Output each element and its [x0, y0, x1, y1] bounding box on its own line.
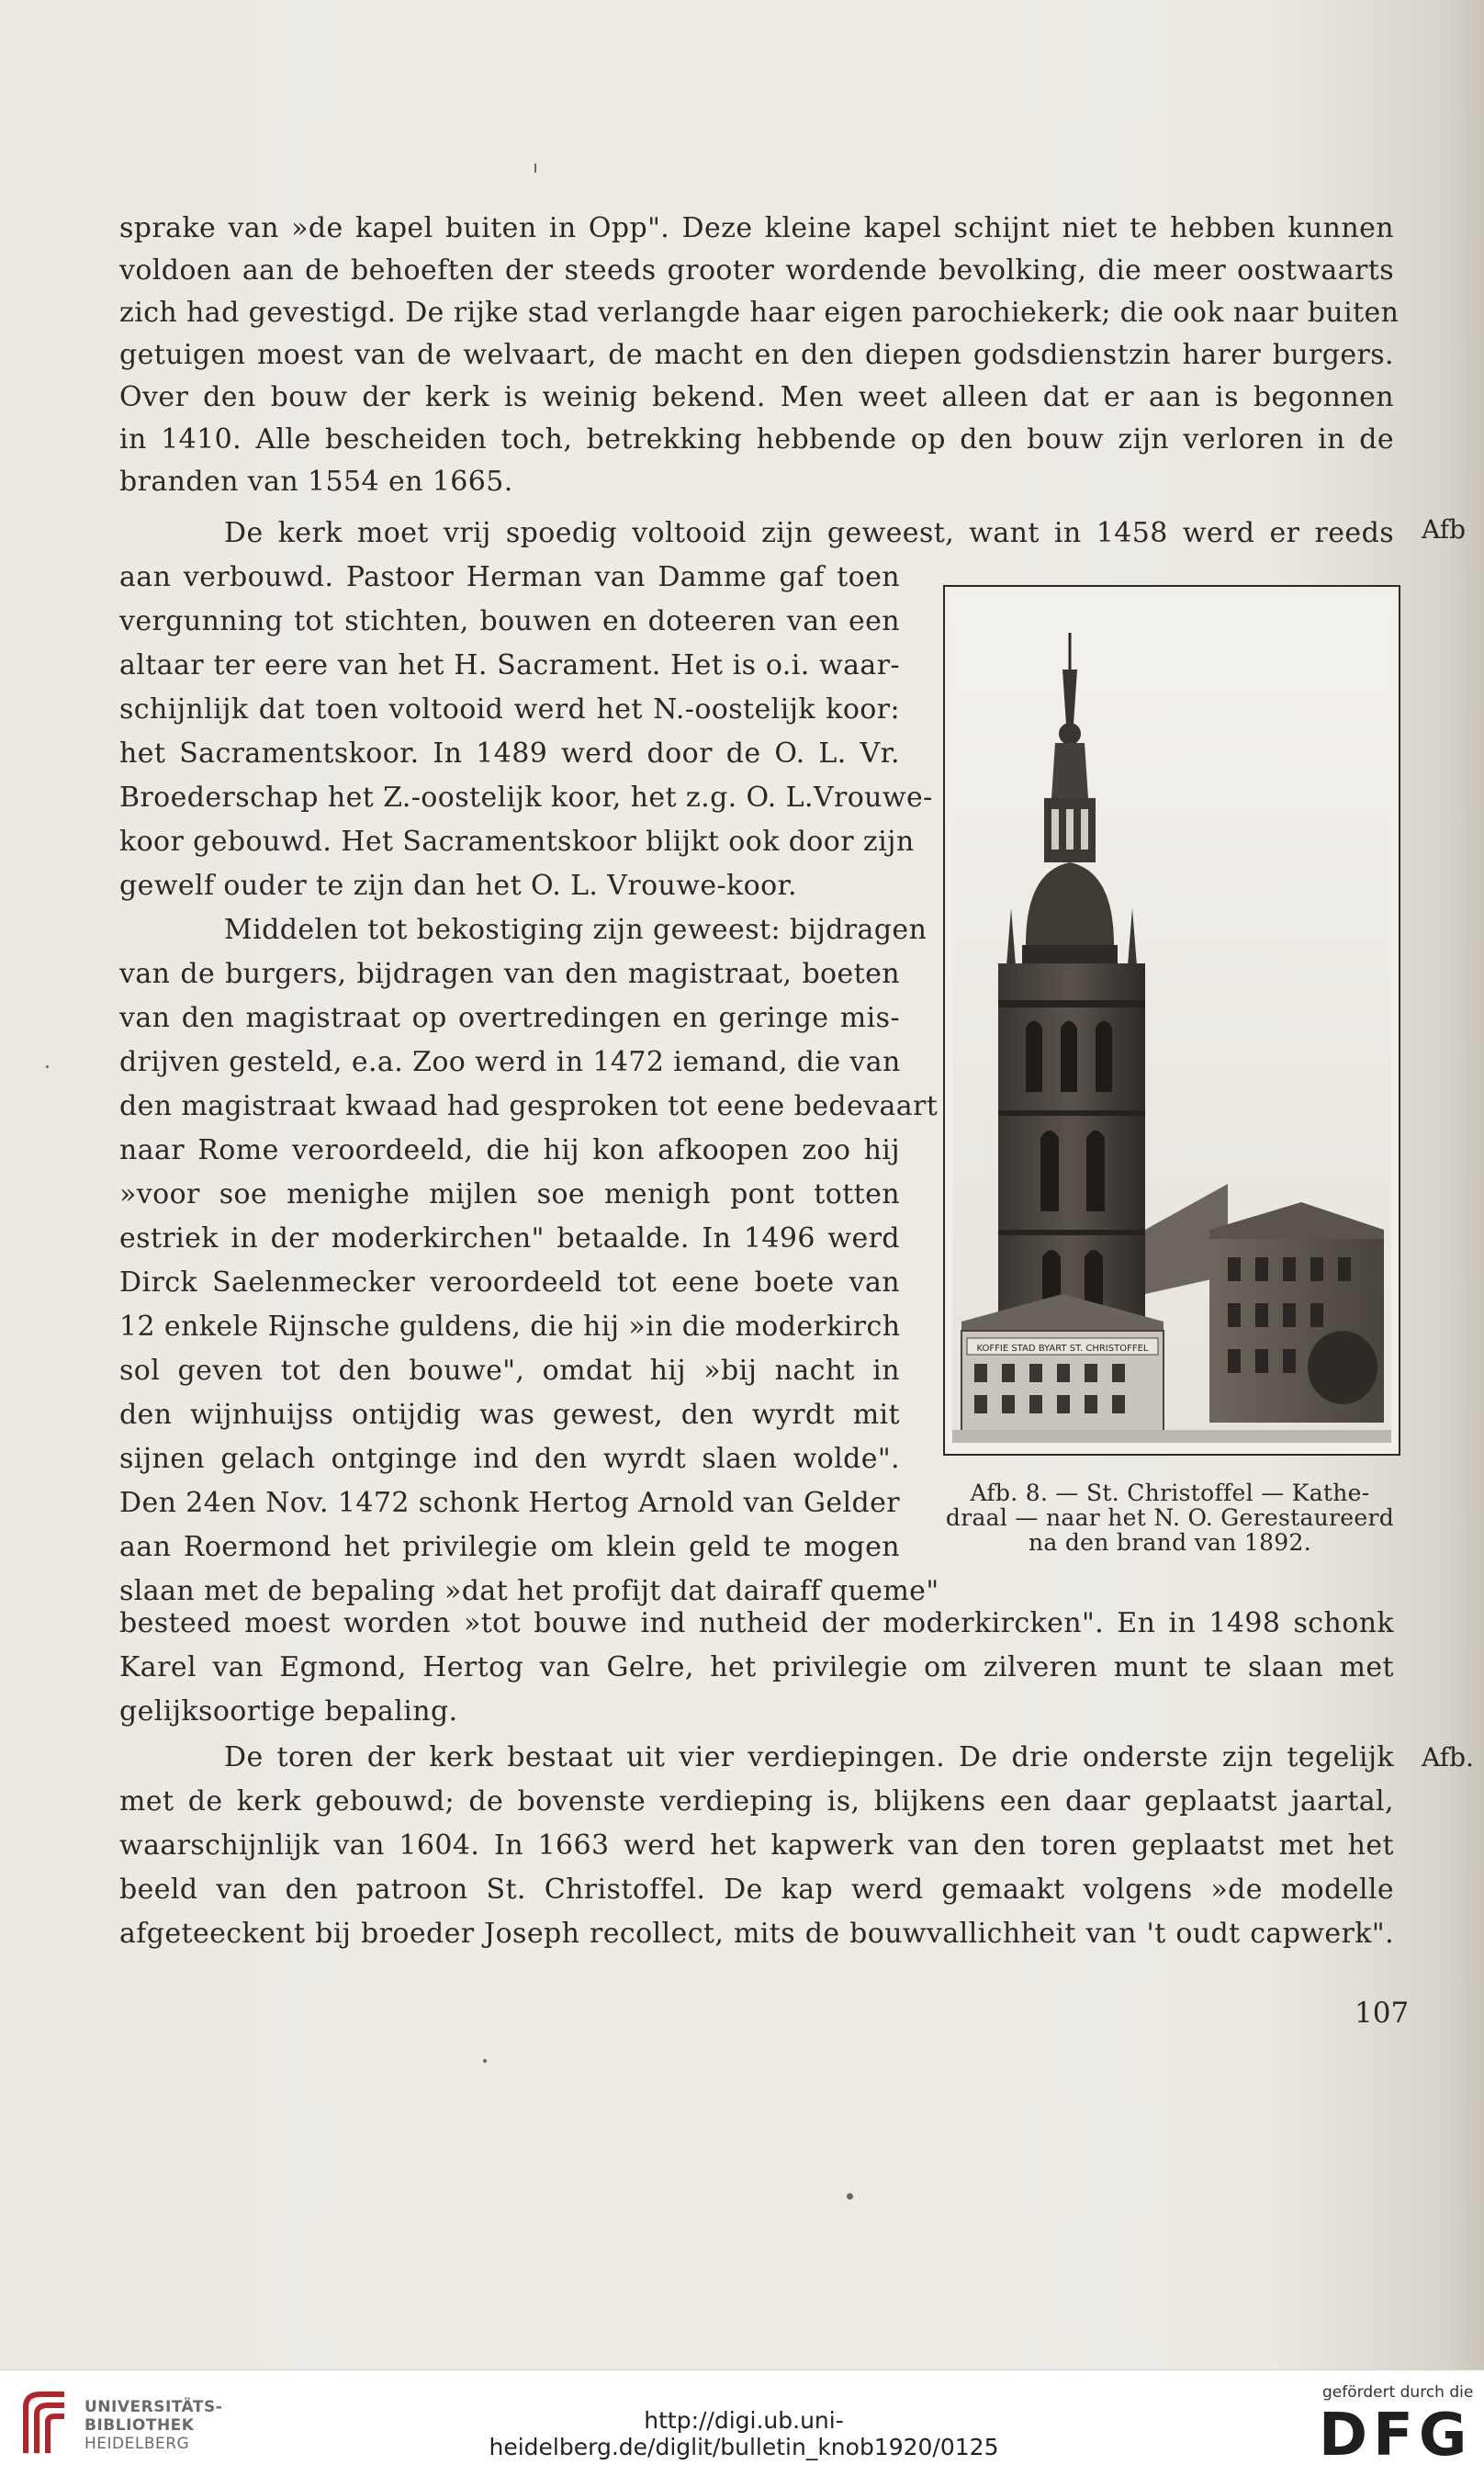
text-line: altaar ter eere van het H. Sacrament. Het is o.i. waar- [119, 649, 900, 681]
scan-speck [847, 2193, 853, 2200]
figure-caption: draal — naar het N. O. Gerestaureerd [945, 1504, 1395, 1531]
text-line: gewelf ouder te zijn dan het O. L. Vrouwe-koor. [119, 870, 797, 902]
text-line: branden van 1554 en 1665. [119, 466, 513, 498]
text-line: van de burgers, bijdragen van den magistraat, boeten [119, 958, 900, 990]
text-line: Over den bouw der kerk is weinig bekend. Men weet alleen dat er aan is begonnen [119, 381, 1394, 413]
scan-speck [534, 163, 536, 173]
library-name-line: BIBLIOTHEK [84, 2416, 195, 2435]
text-line: besteed moest worden »tot bouwe ind nutheid der moderkircken". En in 1498 schonk [119, 1607, 1394, 1639]
text-line: Karel van Egmond, Hertog van Gelre, het privilegie om zilveren munt te slaan met [119, 1651, 1394, 1683]
margin-note: Afb. [1422, 1742, 1474, 1773]
text-line: Middelen tot bekostiging zijn geweest: bijdragen [224, 914, 928, 946]
library-name [84, 2398, 222, 2453]
text-line: den magistraat kwaad had gesproken tot eene bedevaart [119, 1090, 939, 1122]
text-line: aan Roermond het privilegie om klein geld te mogen [119, 1531, 900, 1563]
permalink-url[interactable]: http://digi.ub.uni-heidelberg.de/diglit/bulletin_knob1920/0125 [489, 2407, 999, 2460]
text-line: sijnen gelach ontginge ind den wyrdt slaen wolde". [119, 1443, 900, 1475]
text-line: het Sacramentskoor. In 1489 werd door de O. L. Vr. [119, 737, 900, 770]
library-name-line: HEIDELBERG [84, 2435, 190, 2453]
text-line: met de kerk gebouwd; de bovenste verdieping is, blijkens een daar geplaatst jaartal, [119, 1785, 1394, 1818]
dfg-logo: DFG [1319, 2402, 1473, 2470]
figure-caption: na den brand van 1892. [1029, 1529, 1311, 1556]
text-line: zich had gevestigd. De rijke stad verlangde haar eigen parochiekerk; die ook naar buiten [119, 297, 1400, 329]
text-line: naar Rome veroordeeld, die hij kon afkoopen zoo hij [119, 1134, 900, 1166]
cafe-sign: KOFFIE STAD BYART ST. CHRISTOFFEL [976, 1344, 1149, 1354]
tower-photo [952, 596, 1391, 1443]
footer-bar [0, 2369, 1484, 2476]
text-line: voldoen aan de behoeften der steeds grooter wordende bevolking, die meer oostwaarts [119, 254, 1394, 287]
text-line: in 1410. Alle bescheiden toch, betrekking hebbende op den bouw zijn verloren in de [119, 423, 1394, 456]
text-line: van den magistraat op overtredingen en geringe mis- [119, 1002, 900, 1034]
scan-speck [483, 2059, 487, 2063]
text-line: Den 24en Nov. 1472 schonk Hertog Arnold van Gelder [119, 1487, 900, 1519]
text-line: 12 enkele Rijnsche guldens, die hij »in die moderkirch [119, 1311, 901, 1343]
text-line: schijnlijk dat toen voltooid werd het N.-oostelijk koor: [119, 693, 900, 726]
margin-note: Afb [1422, 514, 1467, 545]
text-line: den wijnhuijss ontijdig was gewest, den wyrdt mit [119, 1399, 900, 1431]
figure-tower-photo [943, 585, 1400, 1456]
text-line: sol geven tot den bouwe", omdat hij »bij nacht in [119, 1355, 900, 1387]
text-line: gelijksoortige bepaling. [119, 1695, 458, 1728]
text-line: beeld van den patroon St. Christoffel. De kap werd gemaakt volgens »de modelle [119, 1874, 1394, 1906]
text-line: De toren der kerk bestaat uit vier verdiepingen. De drie onderste zijn tegelijk [224, 1741, 1394, 1773]
text-line: estriek in der moderkirchen" betaalde. In 1496 werd [119, 1222, 900, 1255]
text-line: slaan met de bepaling »dat het profijt dat dairaff queme" [119, 1575, 939, 1607]
library-name-line: UNIVERSITÄTS- [84, 2398, 223, 2416]
text-line: Dirck Saelenmecker veroordeeld tot eene boete van [119, 1266, 900, 1299]
text-line: vergunning tot stichten, bouwen en doteeren van een [119, 605, 900, 637]
text-line: afgeteeckent bij broeder Joseph recollect, mits de bouwvallichheit van 't oudt capwerk". [119, 1918, 1394, 1950]
text-line: sprake van »de kapel buiten in Opp". Deze kleine kapel schijnt niet te hebben kunnen [119, 212, 1394, 244]
page-number: 107 [1355, 1997, 1410, 2030]
funding-note: gefördert durch die [1322, 2383, 1474, 2402]
figure-caption: Afb. 8. — St. Christoffel — Kathe- [970, 1480, 1370, 1506]
university-library-logo-icon [17, 2389, 73, 2459]
text-line: Broederschap het Z.-oostelijk koor, het z.g. O. L.Vrouwe- [119, 782, 933, 814]
scan-speck [46, 1065, 49, 1068]
text-line: De kerk moet vrij spoedig voltooid zijn geweest, want in 1458 werd er reeds [224, 517, 1394, 549]
text-line: koor gebouwd. Het Sacramentskoor blijkt ook door zijn [119, 826, 915, 858]
text-line: drijven gesteld, e.a. Zoo werd in 1472 iemand, die van [119, 1046, 901, 1078]
text-line: waarschijnlijk van 1604. In 1663 werd het kapwerk van den toren geplaatst met het [119, 1829, 1394, 1862]
text-line: »voor soe menighe mijlen soe menigh pont totten [119, 1178, 900, 1210]
text-line: aan verbouwd. Pastoor Herman van Damme gaf toen [119, 561, 900, 593]
text-line: getuigen moest van de welvaart, de macht en den diepen godsdienstzin harer burgers. [119, 339, 1394, 371]
